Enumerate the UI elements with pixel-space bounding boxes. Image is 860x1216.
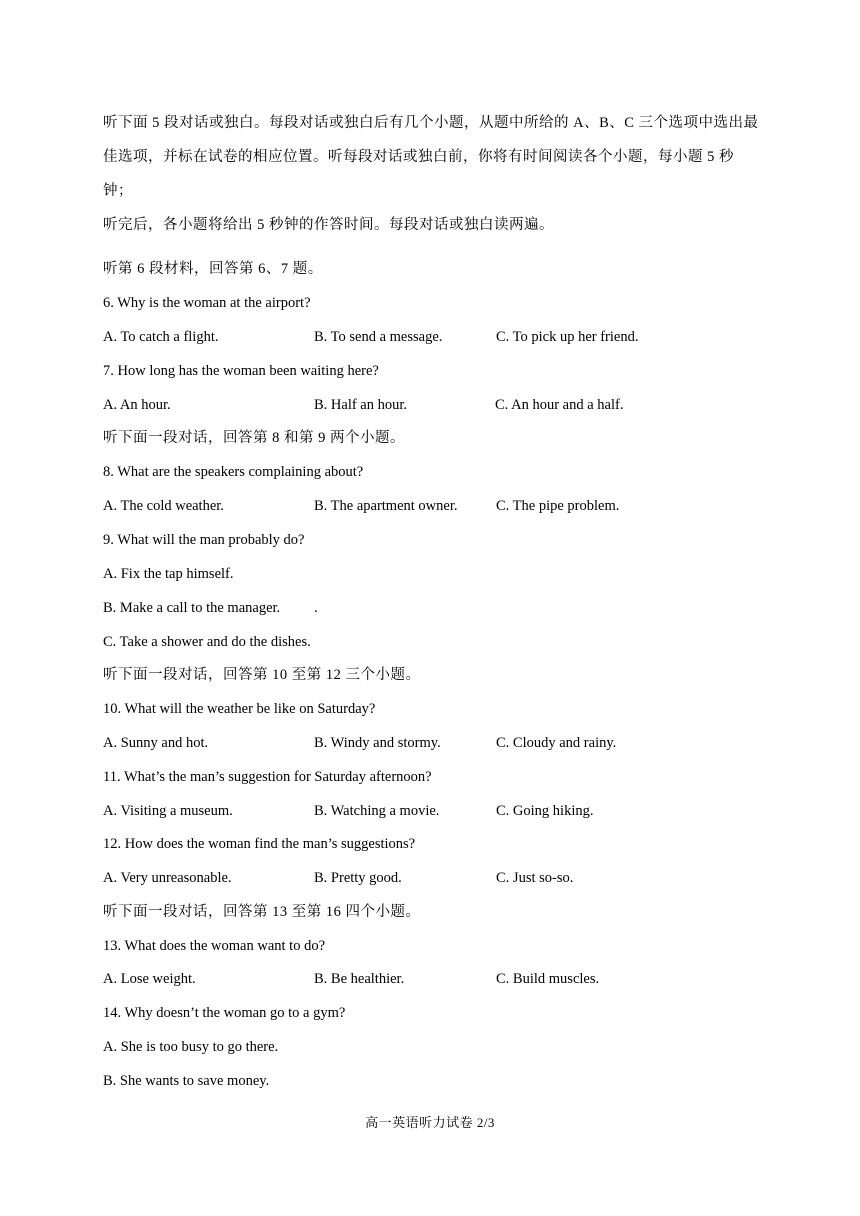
question-13-stem: 13. What does the woman want to do? xyxy=(103,938,326,954)
section-heading-10: 听下面一段对话，回答第 10 至第 12 三个小题。 xyxy=(103,667,421,683)
option-7c: C. An hour and a half. xyxy=(495,397,624,413)
option-9b-mark: . xyxy=(314,600,318,616)
instructions-line-3: 听完后，各小题将给出 5 秒钟的作答时间。每段对话或独白读两遍。 xyxy=(103,217,554,233)
section-heading-8: 听下面一段对话，回答第 8 和第 9 两个小题。 xyxy=(103,430,405,446)
option-8a: A. The cold weather. xyxy=(103,498,224,514)
option-9b: B. Make a call to the manager. xyxy=(103,600,281,616)
option-13c: C. Build muscles. xyxy=(496,971,600,987)
question-10-stem: 10. What will the weather be like on Saturday? xyxy=(103,701,376,717)
option-13a: A. Lose weight. xyxy=(103,971,196,987)
question-11-stem: 11. What’s the man’s suggestion for Saturday afternoon? xyxy=(103,769,432,785)
option-6b: B. To send a message. xyxy=(314,329,443,345)
page-footer: 高一英语听力试卷 2/3 xyxy=(365,1115,495,1130)
question-9-stem: 9. What will the man probably do? xyxy=(103,532,305,548)
option-9c: C. Take a shower and do the dishes. xyxy=(103,634,311,650)
option-14b: B. She wants to save money. xyxy=(103,1073,270,1089)
option-12c: C. Just so-so. xyxy=(496,870,574,886)
question-7-stem: 7. How long has the woman been waiting here? xyxy=(103,363,379,379)
option-6a: A. To catch a flight. xyxy=(103,329,219,345)
option-14a: A. She is too busy to go there. xyxy=(103,1039,279,1055)
question-6-stem: 6. Why is the woman at the airport? xyxy=(103,295,311,311)
question-12-stem: 12. How does the woman find the man’s suggestions? xyxy=(103,836,416,852)
option-8c: C. The pipe problem. xyxy=(496,498,620,514)
option-11c: C. Going hiking. xyxy=(496,803,594,819)
option-12b: B. Pretty good. xyxy=(314,870,402,886)
option-7a: A. An hour. xyxy=(103,397,171,413)
option-13b: B. Be healthier. xyxy=(314,971,405,987)
section-heading-6: 听第 6 段材料，回答第 6、7 题。 xyxy=(103,261,323,277)
question-8-stem: 8. What are the speakers complaining about? xyxy=(103,464,364,480)
instructions xyxy=(103,106,763,242)
option-10a: A. Sunny and hot. xyxy=(103,735,209,751)
option-10c: C. Cloudy and rainy. xyxy=(496,735,617,751)
option-7b: B. Half an hour. xyxy=(314,397,408,413)
option-11a: A. Visiting a museum. xyxy=(103,803,233,819)
option-11b: B. Watching a movie. xyxy=(314,803,440,819)
option-10b: B. Windy and stormy. xyxy=(314,735,441,751)
option-8b: B. The apartment owner. xyxy=(314,498,458,514)
instructions-line-2: 佳选项，并标在试卷的相应位置。听每段对话或独白前，你将有时间阅读各个小题，每小题 5 秒钟； xyxy=(103,149,734,199)
question-14-stem: 14. Why doesn’t the woman go to a gym? xyxy=(103,1005,346,1021)
option-9a: A. Fix the tap himself. xyxy=(103,566,234,582)
section-heading-13: 听下面一段对话，回答第 13 至第 16 四个小题。 xyxy=(103,904,421,920)
option-6c: C. To pick up her friend. xyxy=(496,329,639,345)
instructions-line-1: 听下面 5 段对话或独白。每段对话或独白后有几个小题，从题中所给的 A、B、C 三个选项中选出最 xyxy=(103,115,759,131)
option-12a: A. Very unreasonable. xyxy=(103,870,232,886)
